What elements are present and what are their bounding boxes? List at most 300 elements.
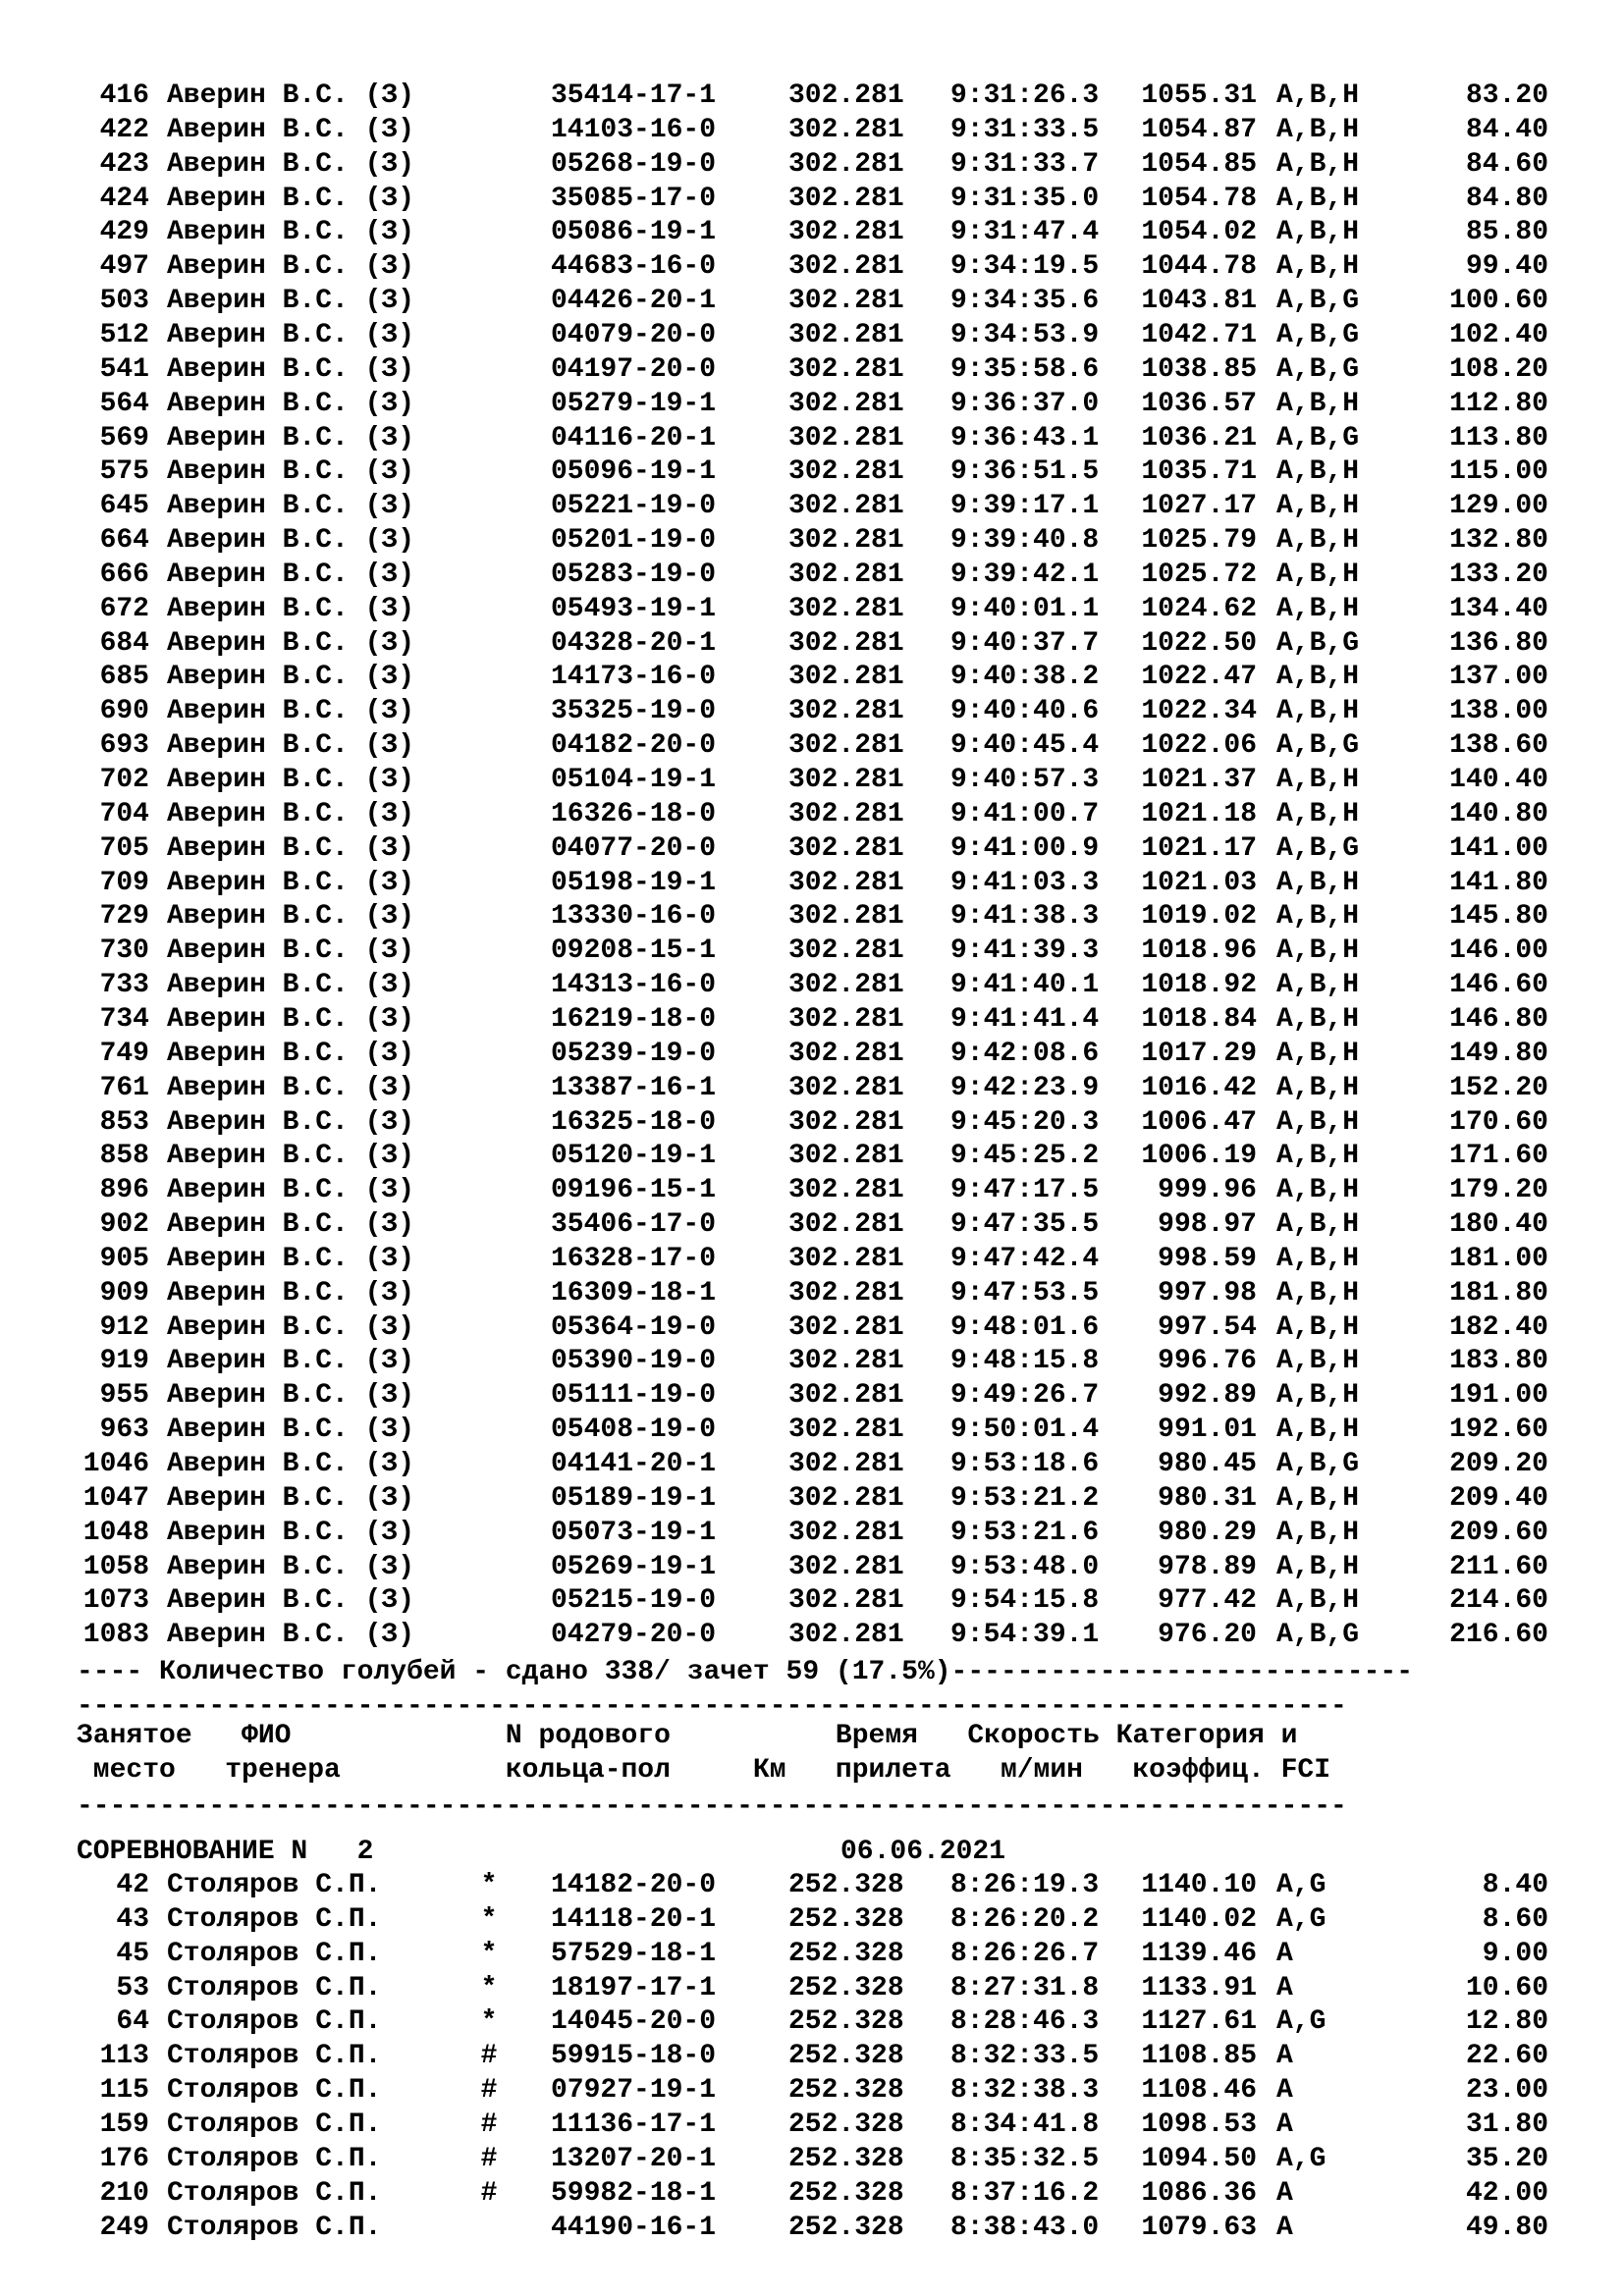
distance-cell: 302.281 [788,867,904,898]
trainer-name-cell: Столяров С.П. [167,1972,382,2003]
category-cell: A,B,G [1276,832,1360,864]
coefficient-cell: 112.80 [1449,388,1548,419]
ring-number-cell: 14173-16-0 [551,662,717,693]
distance-cell: 302.281 [788,559,904,590]
category-cell: A,B,H [1276,559,1360,590]
trainer-name-cell: Аверин В.С. (З) [167,1620,415,1651]
ring-number-cell: 16219-18-0 [551,1003,717,1035]
category-cell: A,B,H [1276,388,1360,419]
mark-cell: # [480,2143,498,2174]
distance-cell: 302.281 [788,730,904,762]
coefficient-cell: 23.00 [1465,2075,1548,2107]
speed-cell: 991.01 [1158,1415,1257,1446]
place-cell: 1083 [82,1620,149,1651]
arrival-time-cell: 9:49:26.7 [950,1380,1100,1412]
coefficient-cell: 209.60 [1449,1517,1548,1548]
summary-line [0,1655,1414,1689]
speed-cell: 1025.79 [1141,525,1257,557]
arrival-time-cell: 9:54:15.8 [950,1585,1100,1617]
distance-cell: 302.281 [788,353,904,385]
ring-number-cell: 16328-17-0 [551,1243,717,1274]
place-cell: 497 [99,251,149,283]
trainer-name-cell: Аверин В.С. (З) [167,1072,415,1103]
distance-cell: 302.281 [788,388,904,419]
arrival-time-cell: 9:47:53.5 [950,1277,1100,1308]
trainer-name-cell: Аверин В.С. (З) [167,491,415,522]
place-cell: 693 [99,730,149,762]
coefficient-cell: 211.60 [1449,1551,1548,1582]
ring-number-cell: 05189-19-1 [551,1482,717,1514]
trainer-name-cell: Аверин В.С. (З) [167,525,415,557]
distance-cell: 302.281 [788,1277,904,1308]
place-cell: 176 [99,2143,149,2174]
speed-cell: 998.59 [1158,1243,1257,1274]
place-cell: 730 [99,935,149,967]
distance-cell: 302.281 [788,1620,904,1651]
speed-cell: 1018.84 [1141,1003,1257,1035]
category-cell: A [1276,2075,1293,2107]
coefficient-cell: 84.80 [1465,183,1548,214]
category-cell: A,B,H [1276,696,1360,727]
arrival-time-cell: 8:37:16.2 [950,2177,1100,2209]
coefficient-cell: 141.00 [1449,832,1548,864]
ring-number-cell: 35414-17-1 [551,80,717,111]
ring-number-cell: 59915-18-0 [551,2041,717,2072]
column-header-line-1 [0,1719,1298,1753]
speed-cell: 1139.46 [1141,1938,1257,1969]
place-cell: 422 [99,114,149,145]
category-cell: A,B,G [1276,1620,1360,1651]
category-cell: A,B,H [1276,662,1360,693]
category-cell: A,B,H [1276,1141,1360,1172]
coefficient-cell: 181.80 [1449,1277,1548,1308]
speed-cell: 1043.81 [1141,286,1257,317]
arrival-time-cell: 9:41:00.9 [950,832,1100,864]
coefficient-cell: 12.80 [1465,2006,1548,2038]
coefficient-cell: 137.00 [1449,662,1548,693]
coefficient-cell: 152.20 [1449,1072,1548,1103]
speed-cell: 1016.42 [1141,1072,1257,1103]
speed-cell: 1019.02 [1141,901,1257,933]
coefficient-cell: 145.80 [1449,901,1548,933]
competition-title: СОРЕВНОВАНИЕ N 2 [77,1837,374,1867]
trainer-name-cell: Аверин В.С. (З) [167,593,415,624]
coefficient-cell: 141.80 [1449,867,1548,898]
arrival-time-cell: 8:38:43.0 [950,2212,1100,2243]
trainer-name-cell: Аверин В.С. (З) [167,1415,415,1446]
trainer-name-cell: Аверин В.С. (З) [167,114,415,145]
distance-cell: 252.328 [788,2212,904,2243]
trainer-name-cell: Столяров С.П. [167,2109,382,2140]
place-cell: 45 [116,1938,149,1969]
category-cell: A,B,G [1276,319,1360,350]
speed-cell: 1027.17 [1141,491,1257,522]
competition-2-title-line [0,1835,1006,1869]
category-cell: A [1276,1938,1293,1969]
arrival-time-cell: 8:26:20.2 [950,1903,1100,1935]
speed-cell: 1038.85 [1141,353,1257,385]
arrival-time-cell: 8:27:31.8 [950,1972,1100,2003]
distance-cell: 302.281 [788,114,904,145]
category-cell: A,B,H [1276,1106,1360,1138]
trainer-name-cell: Аверин В.С. (З) [167,627,415,659]
arrival-time-cell: 9:40:57.3 [950,765,1100,795]
arrival-time-cell: 8:26:19.3 [950,1870,1100,1900]
place-cell: 709 [99,867,149,898]
distance-cell: 302.281 [788,251,904,283]
place-cell: 249 [99,2212,149,2243]
distance-cell: 302.281 [788,627,904,659]
category-cell: A,B,H [1276,593,1360,624]
speed-cell: 1140.10 [1141,1870,1257,1900]
mark-cell: * [480,1938,498,1969]
place-cell: 749 [99,1038,149,1069]
place-cell: 905 [99,1243,149,1274]
distance-cell: 252.328 [788,2075,904,2107]
coefficient-cell: 182.40 [1449,1311,1548,1343]
arrival-time-cell: 9:41:38.3 [950,901,1100,933]
place-cell: 912 [99,1311,149,1343]
place-cell: 702 [99,765,149,795]
distance-cell: 252.328 [788,1870,904,1900]
arrival-time-cell: 9:31:47.4 [950,217,1100,248]
distance-cell: 252.328 [788,1972,904,2003]
trainer-name-cell: Аверин В.С. (З) [167,970,415,1001]
ring-number-cell: 05493-19-1 [551,593,717,624]
category-cell: A,B,H [1276,148,1360,180]
speed-cell: 1022.47 [1141,662,1257,693]
trainer-name-cell: Столяров С.П. [167,2075,382,2107]
ring-number-cell: 05198-19-1 [551,867,717,898]
speed-cell: 976.20 [1158,1620,1257,1651]
trainer-name-cell: Аверин В.С. (З) [167,798,415,829]
place-cell: 42 [116,1870,149,1900]
category-cell: A,B,H [1276,1243,1360,1274]
trainer-name-cell: Аверин В.С. (З) [167,696,415,727]
distance-cell: 252.328 [788,2006,904,2038]
coefficient-cell: 216.60 [1449,1620,1548,1651]
place-cell: 955 [99,1380,149,1412]
arrival-time-cell: 8:28:46.3 [950,2006,1100,2038]
trainer-name-cell: Аверин В.С. (З) [167,217,415,248]
distance-cell: 302.281 [788,525,904,557]
trainer-name-cell: Аверин В.С. (З) [167,1449,415,1479]
coefficient-cell: 191.00 [1449,1380,1548,1412]
ring-number-cell: 04328-20-1 [551,627,717,659]
distance-cell: 302.281 [788,935,904,967]
category-cell: A,B,G [1276,627,1360,659]
ring-number-cell: 04116-20-1 [551,422,717,454]
coefficient-cell: 132.80 [1449,525,1548,557]
category-cell: A,B,H [1276,114,1360,145]
category-cell: A,B,H [1276,1209,1360,1241]
category-cell: A,B,H [1276,1415,1360,1446]
distance-cell: 302.281 [788,1003,904,1035]
ring-number-cell: 11136-17-1 [551,2109,717,2140]
distance-cell: 302.281 [788,970,904,1001]
trainer-name-cell: Аверин В.С. (З) [167,353,415,385]
arrival-time-cell: 9:39:42.1 [950,559,1100,590]
speed-cell: 1054.02 [1141,217,1257,248]
category-cell: A,B,G [1276,1449,1360,1479]
distance-cell: 302.281 [788,1175,904,1206]
ring-number-cell: 04182-20-0 [551,730,717,762]
arrival-time-cell: 9:31:33.7 [950,148,1100,180]
trainer-name-cell: Столяров С.П. [167,1938,382,1969]
ring-number-cell: 14103-16-0 [551,114,717,145]
arrival-time-cell: 9:40:45.4 [950,730,1100,762]
place-cell: 115 [99,2075,149,2107]
trainer-name-cell: Аверин В.С. (З) [167,765,415,795]
arrival-time-cell: 9:45:20.3 [950,1106,1100,1138]
distance-cell: 302.281 [788,1141,904,1172]
arrival-time-cell: 9:47:17.5 [950,1175,1100,1206]
ring-number-cell: 14182-20-0 [551,1870,717,1900]
place-cell: 734 [99,1003,149,1035]
ring-number-cell: 05104-19-1 [551,765,717,795]
distance-cell: 302.281 [788,148,904,180]
place-cell: 64 [116,2006,149,2038]
place-cell: 705 [99,832,149,864]
ring-number-cell: 44190-16-1 [551,2212,717,2243]
category-cell: A,B,H [1276,183,1360,214]
coefficient-cell: 146.00 [1449,935,1548,967]
speed-cell: 1021.03 [1141,867,1257,898]
arrival-time-cell: 9:47:35.5 [950,1209,1100,1241]
speed-cell: 1025.72 [1141,559,1257,590]
coefficient-cell: 42.00 [1465,2177,1548,2209]
distance-cell: 302.281 [788,217,904,248]
speed-cell: 1054.78 [1141,183,1257,214]
speed-cell: 1054.87 [1141,114,1257,145]
arrival-time-cell: 9:34:53.9 [950,319,1100,350]
distance-cell: 302.281 [788,1449,904,1479]
coefficient-cell: 83.20 [1465,80,1548,111]
place-cell: 733 [99,970,149,1001]
coefficient-cell: 149.80 [1449,1038,1548,1069]
ring-number-cell: 44683-16-0 [551,251,717,283]
distance-cell: 302.281 [788,1072,904,1103]
category-cell: A [1276,2041,1293,2072]
ring-number-cell: 18197-17-1 [551,1972,717,2003]
arrival-time-cell: 9:34:35.6 [950,286,1100,317]
category-cell: A,G [1276,2143,1326,2174]
coefficient-cell: 214.60 [1449,1585,1548,1617]
place-cell: 690 [99,696,149,727]
speed-cell: 1086.36 [1141,2177,1257,2209]
speed-cell: 1054.85 [1141,148,1257,180]
category-cell: A,B,H [1276,1072,1360,1103]
distance-cell: 302.281 [788,901,904,933]
coefficient-cell: 85.80 [1465,217,1548,248]
separator-text: ----------------------------------------------------------------------------- [77,1791,1347,1822]
category-cell: A,B,H [1276,1585,1360,1617]
ring-number-cell: 16309-18-1 [551,1277,717,1308]
ring-number-cell: 59982-18-1 [551,2177,717,2209]
ring-number-cell: 05073-19-1 [551,1517,717,1548]
mark-cell: # [480,2041,498,2072]
distance-cell: 252.328 [788,1903,904,1935]
place-cell: 1073 [82,1585,149,1617]
coefficient-cell: 113.80 [1449,422,1548,454]
arrival-time-cell: 9:41:00.7 [950,798,1100,829]
distance-cell: 302.281 [788,1585,904,1617]
category-cell: A [1276,2212,1293,2243]
coefficient-cell: 35.20 [1465,2143,1548,2174]
category-cell: A,B,H [1276,1311,1360,1343]
place-cell: 919 [99,1346,149,1377]
separator-text: ----------------------------------------------------------------------------- [77,1691,1347,1722]
trainer-name-cell: Аверин В.С. (З) [167,1141,415,1172]
arrival-time-cell: 9:40:37.7 [950,627,1100,659]
category-cell: A,B,H [1276,251,1360,283]
speed-cell: 1079.63 [1141,2212,1257,2243]
trainer-name-cell: Аверин В.С. (З) [167,1551,415,1582]
distance-cell: 302.281 [788,1106,904,1138]
trainer-name-cell: Столяров С.П. [167,2006,382,2038]
ring-number-cell: 04426-20-1 [551,286,717,317]
distance-cell: 302.281 [788,1346,904,1377]
trainer-name-cell: Столяров С.П. [167,1870,382,1900]
arrival-time-cell: 9:42:08.6 [950,1038,1100,1069]
arrival-time-cell: 9:36:37.0 [950,388,1100,419]
coefficient-cell: 100.60 [1449,286,1548,317]
distance-cell: 302.281 [788,319,904,350]
arrival-time-cell: 9:53:48.0 [950,1551,1100,1582]
arrival-time-cell: 9:31:26.3 [950,80,1100,111]
ring-number-cell: 05268-19-0 [551,148,717,180]
arrival-time-cell: 9:36:43.1 [950,422,1100,454]
speed-cell: 1021.17 [1141,832,1257,864]
ring-number-cell: 05215-19-0 [551,1585,717,1617]
place-cell: 429 [99,217,149,248]
distance-cell: 252.328 [788,2177,904,2209]
arrival-time-cell: 9:53:21.2 [950,1482,1100,1514]
trainer-name-cell: Аверин В.С. (З) [167,388,415,419]
coefficient-cell: 183.80 [1449,1346,1548,1377]
speed-cell: 1036.21 [1141,422,1257,454]
coefficient-cell: 133.20 [1449,559,1548,590]
arrival-time-cell: 8:34:41.8 [950,2109,1100,2140]
speed-cell: 998.97 [1158,1209,1257,1241]
category-cell: A [1276,2109,1293,2140]
category-cell: A,B,H [1276,901,1360,933]
place-cell: 666 [99,559,149,590]
category-cell: A,B,H [1276,491,1360,522]
ring-number-cell: 04141-20-1 [551,1449,717,1479]
trainer-name-cell: Аверин В.С. (З) [167,1038,415,1069]
distance-cell: 302.281 [788,183,904,214]
trainer-name-cell: Аверин В.С. (З) [167,832,415,864]
speed-cell: 978.89 [1158,1551,1257,1582]
place-cell: 685 [99,662,149,693]
distance-cell: 302.281 [788,491,904,522]
distance-cell: 302.281 [788,1380,904,1412]
speed-cell: 977.42 [1158,1585,1257,1617]
place-cell: 704 [99,798,149,829]
speed-cell: 999.96 [1158,1175,1257,1206]
category-cell: A,B,H [1276,935,1360,967]
ring-number-cell: 35325-19-0 [551,696,717,727]
place-cell: 575 [99,456,149,488]
speed-cell: 1098.53 [1141,2109,1257,2140]
ring-number-cell: 05096-19-1 [551,456,717,488]
speed-cell: 980.31 [1158,1482,1257,1514]
ring-number-cell: 13330-16-0 [551,901,717,933]
coefficient-cell: 138.00 [1449,696,1548,727]
distance-cell: 252.328 [788,1938,904,1969]
place-cell: 1046 [82,1449,149,1479]
ring-number-cell: 14045-20-0 [551,2006,717,2038]
coefficient-cell: 9.00 [1482,1938,1548,1969]
category-cell: A,B,H [1276,1277,1360,1308]
distance-cell: 302.281 [788,593,904,624]
arrival-time-cell: 9:35:58.6 [950,353,1100,385]
place-cell: 729 [99,901,149,933]
arrival-time-cell: 9:34:19.5 [950,251,1100,283]
category-cell: A,B,H [1276,1175,1360,1206]
place-cell: 541 [99,353,149,385]
ring-number-cell: 05364-19-0 [551,1311,717,1343]
place-cell: 159 [99,2109,149,2140]
arrival-time-cell: 9:42:23.9 [950,1072,1100,1103]
speed-cell: 1017.29 [1141,1038,1257,1069]
speed-cell: 1108.46 [1141,2075,1257,2107]
arrival-time-cell: 9:45:25.2 [950,1141,1100,1172]
place-cell: 909 [99,1277,149,1308]
arrival-time-cell: 9:41:39.3 [950,935,1100,967]
place-cell: 564 [99,388,149,419]
speed-cell: 1055.31 [1141,80,1257,111]
place-cell: 512 [99,319,149,350]
arrival-time-cell: 9:53:18.6 [950,1449,1100,1479]
coefficient-cell: 129.00 [1449,491,1548,522]
category-cell: A,B,H [1276,970,1360,1001]
coefficient-cell: 179.20 [1449,1175,1548,1206]
coefficient-cell: 108.20 [1449,353,1548,385]
coefficient-cell: 8.40 [1482,1870,1548,1900]
category-cell: A,B,G [1276,286,1360,317]
category-cell: A,G [1276,1903,1326,1935]
trainer-name-cell: Столяров С.П. [167,2212,382,2243]
column-header-line-2 [0,1753,1331,1788]
header-text-1: Занятое ФИО N родового Время Скорость Категория и [77,1721,1298,1751]
distance-cell: 302.281 [788,765,904,795]
distance-cell: 252.328 [788,2143,904,2174]
place-cell: 645 [99,491,149,522]
mark-cell: * [480,1903,498,1935]
category-cell: A,B,H [1276,867,1360,898]
distance-cell: 302.281 [788,1482,904,1514]
place-cell: 902 [99,1209,149,1241]
arrival-time-cell: 9:47:42.4 [950,1243,1100,1274]
distance-cell: 302.281 [788,696,904,727]
coefficient-cell: 140.40 [1449,765,1548,795]
place-cell: 53 [116,1972,149,2003]
trainer-name-cell: Аверин В.С. (З) [167,1346,415,1377]
place-cell: 664 [99,525,149,557]
category-cell: A,B,H [1276,1551,1360,1582]
coefficient-cell: 140.80 [1449,798,1548,829]
trainer-name-cell: Аверин В.С. (З) [167,1380,415,1412]
ring-number-cell: 13387-16-1 [551,1072,717,1103]
category-cell: A,B,H [1276,456,1360,488]
place-cell: 113 [99,2041,149,2072]
place-cell: 672 [99,593,149,624]
distance-cell: 302.281 [788,286,904,317]
coefficient-cell: 8.60 [1482,1903,1548,1935]
category-cell: A,B,H [1276,80,1360,111]
